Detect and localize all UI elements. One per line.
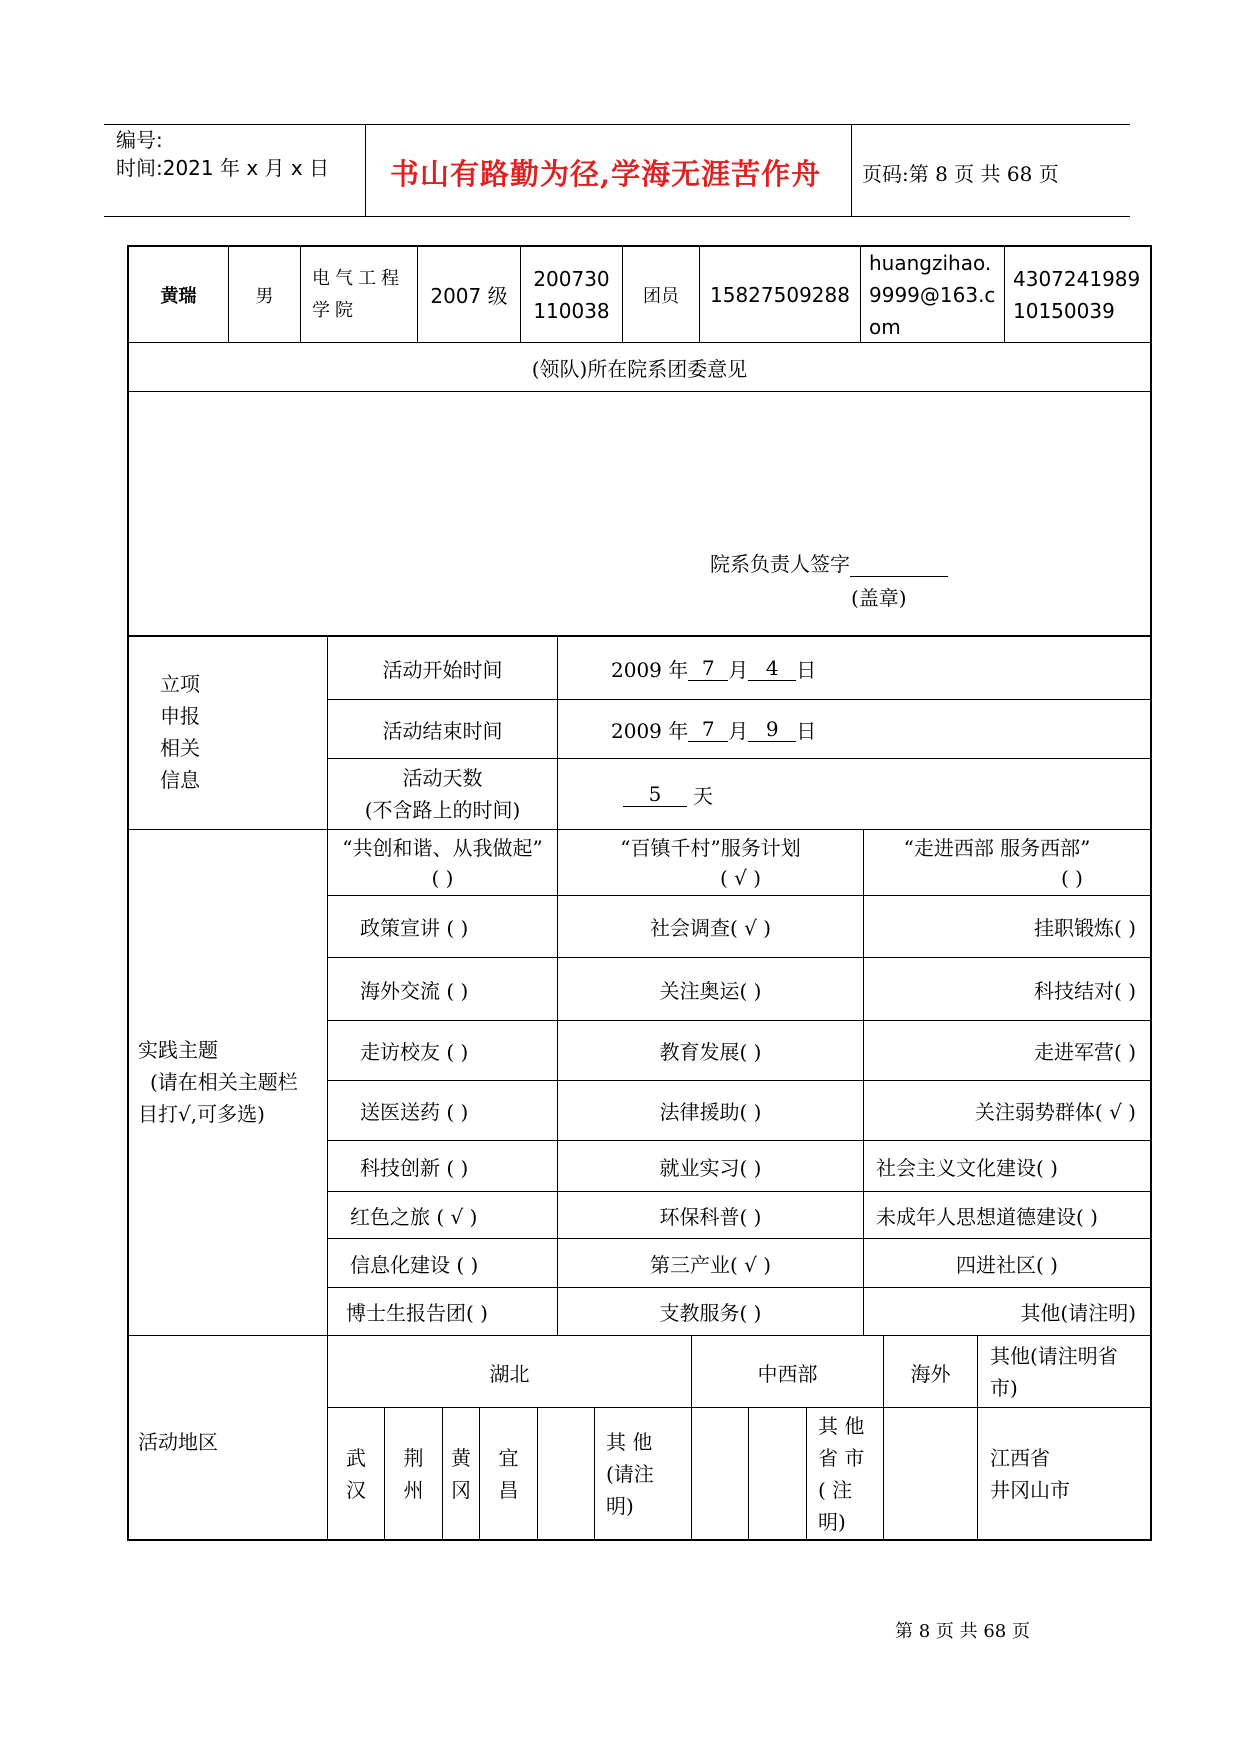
theme-olympics[interactable]: 关注奥运( ) xyxy=(659,978,762,1003)
region-overseas-header: 海外 xyxy=(910,1361,951,1386)
signature-line xyxy=(850,554,948,577)
region-hubei-other[interactable]: 其 他 (请注 明) xyxy=(606,1429,654,1518)
theme-culture[interactable]: 社会主义文化建设( ) xyxy=(876,1155,1058,1180)
signature-field xyxy=(710,548,948,577)
theme-informatization[interactable]: 信息化建设 ( ) xyxy=(350,1252,479,1277)
region-midwest-blank-2[interactable] xyxy=(749,1408,806,1539)
opinion-title: (领队)所在院系团委意见 xyxy=(531,356,748,381)
theme-community[interactable]: 四进社区( ) xyxy=(956,1252,1058,1277)
theme-villages[interactable]: “百镇千村”服务计划 ( √ ) xyxy=(620,835,801,890)
header-divider-right xyxy=(851,124,852,216)
signature-label: 院系负责人签字 xyxy=(710,552,850,576)
header-number-label: 编号: xyxy=(116,128,163,152)
person-phone: 15827509288 xyxy=(710,282,850,307)
region-huanggang[interactable]: 黄 冈 xyxy=(451,1445,471,1502)
theme-vulnerable[interactable]: 关注弱势群体( √ ) xyxy=(974,1100,1136,1124)
person-id-number: 4307241989 10150039 xyxy=(1013,266,1141,323)
region-other-value[interactable]: 江西省 井冈山市 xyxy=(990,1445,1070,1502)
region-section-label: 活动地区 xyxy=(138,1430,218,1454)
region-yichang[interactable]: 宜 昌 xyxy=(498,1445,519,1502)
theme-survey[interactable]: 社会调查( √ ) xyxy=(649,916,772,940)
region-midwest-header: 中西部 xyxy=(757,1361,818,1386)
region-jingzhou[interactable]: 荆 州 xyxy=(403,1445,424,1502)
theme-military[interactable]: 走进军营( ) xyxy=(1034,1040,1136,1064)
person-political-status: 团员 xyxy=(643,285,679,307)
person-gender: 男 xyxy=(255,285,274,307)
project-section-label: 立项 申报 相关 信息 xyxy=(160,672,200,792)
theme-teaching[interactable]: 支教服务( ) xyxy=(659,1301,762,1325)
header-top-rule xyxy=(104,124,1130,125)
theme-medical[interactable]: 送医送药 ( ) xyxy=(360,1100,469,1124)
end-time-value: 2009 年 7 月 9 日 xyxy=(611,716,817,743)
theme-education[interactable]: 教育发展( ) xyxy=(659,1040,762,1064)
theme-red-tour[interactable]: 红色之旅 ( √ ) xyxy=(350,1204,478,1229)
theme-overseas[interactable]: 海外交流 ( ) xyxy=(360,978,469,1003)
header-bottom-rule xyxy=(104,216,1130,217)
start-time-value: 2009 年 7 月 4 日 xyxy=(611,655,817,682)
theme-west[interactable]: “走进西部 服务西部” ( ) xyxy=(903,835,1091,890)
region-hubei-header: 湖北 xyxy=(489,1361,530,1386)
person-student-id: 200730 110038 xyxy=(533,266,610,323)
end-time-label: 活动结束时间 xyxy=(382,718,503,743)
footer-page-number: 第 8 页 共 68 页 xyxy=(895,1621,1030,1642)
region-other-header: 其他(请注明省 市) xyxy=(990,1344,1118,1400)
theme-post[interactable]: 挂职锻炼( ) xyxy=(1034,916,1136,940)
days-value: 5 天 xyxy=(623,759,923,829)
header-divider-left xyxy=(365,124,366,216)
region-hubei-blank[interactable] xyxy=(538,1408,594,1539)
themes-section-label: 实践主题 (请在相关主题栏 目打√,可多选) xyxy=(138,1038,298,1126)
start-time-label: 活动开始时间 xyxy=(382,657,503,682)
theme-phd-lecture[interactable]: 博士生报告团( ) xyxy=(346,1301,488,1325)
theme-legal[interactable]: 法律援助( ) xyxy=(659,1100,762,1124)
person-college: 电气工程 学院 xyxy=(312,267,404,321)
theme-tech-pair[interactable]: 科技结对( ) xyxy=(1034,978,1136,1003)
theme-internship[interactable]: 就业实习( ) xyxy=(659,1155,762,1180)
theme-harmony[interactable]: “共创和谐、从我做起” ( ) xyxy=(342,835,543,890)
person-name: 黄瑞 xyxy=(160,285,197,307)
theme-innovation[interactable]: 科技创新 ( ) xyxy=(360,1155,469,1180)
region-midwest-blank-1[interactable] xyxy=(692,1408,748,1539)
theme-minors[interactable]: 未成年人思想道德建设( ) xyxy=(876,1204,1098,1229)
theme-policy[interactable]: 政策宣讲 ( ) xyxy=(360,916,469,940)
person-email: huangzihao. 9999@163.c om xyxy=(869,250,996,339)
header-motto: 书山有路勤为径,学海无涯苦作舟 xyxy=(390,157,822,191)
person-grade: 2007 级 xyxy=(430,284,508,308)
theme-alumni[interactable]: 走访校友 ( ) xyxy=(360,1040,469,1064)
region-midwest-other[interactable]: 其 他 省 市 ( 注 明) xyxy=(818,1413,865,1534)
header-page-label: 页码:第 8 页 共 68 页 xyxy=(862,162,1059,186)
theme-environment[interactable]: 环保科普( ) xyxy=(659,1204,762,1229)
days-label: 活动天数 (不含路上的时间) xyxy=(364,766,521,822)
theme-tertiary[interactable]: 第三产业( √ ) xyxy=(649,1252,772,1277)
header-time-label: 时间:2021 年 x 月 x 日 xyxy=(116,156,330,180)
region-overseas-blank[interactable] xyxy=(884,1408,977,1539)
stamp-label: (盖章) xyxy=(851,586,907,610)
theme-other[interactable]: 其他(请注明) xyxy=(1020,1301,1136,1325)
region-wuhan[interactable]: 武 汉 xyxy=(346,1445,366,1502)
